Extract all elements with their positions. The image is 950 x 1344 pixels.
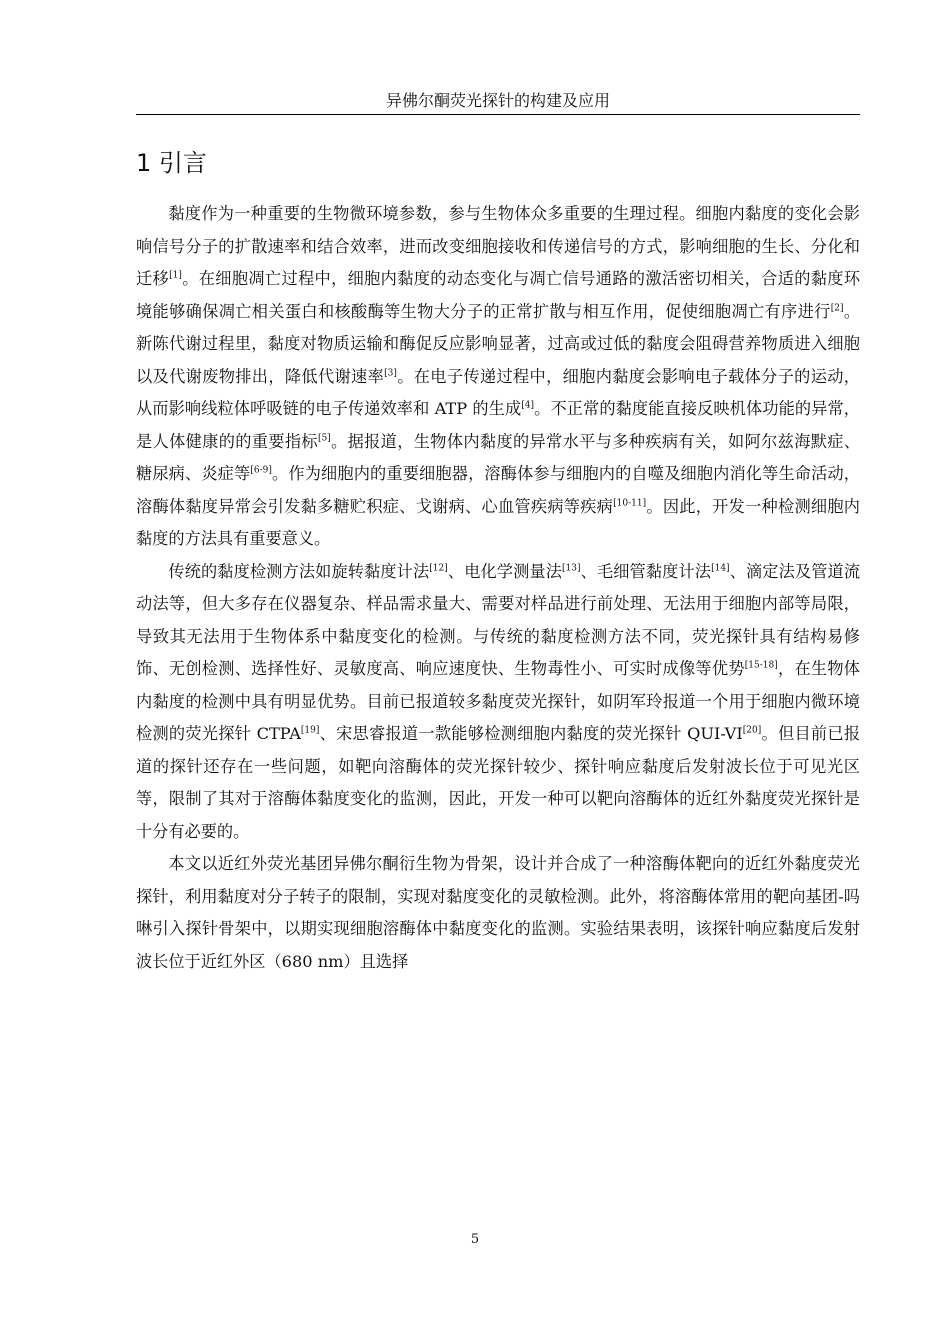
- citation-ref: [2]: [830, 303, 844, 314]
- text-run: 。在细胞凋亡过程中，细胞内黏度的动态变化与凋亡信号通路的激活密切相关，合适的黏度环境能够确保凋亡相关蛋白和核酸酶等生物大分子的正常扩散与相互作用，促使细胞凋亡有序进行: [136, 269, 861, 321]
- section-title: 1 引言: [136, 149, 207, 177]
- text-run: 。因此，开发一种检测细胞内黏度的方法具有重要意义。: [136, 496, 860, 548]
- body-text: [136, 198, 860, 978]
- text-run: 。新陈代谢过程里，黏度对物质运输和酶促反应影响显著，过高或过低的黏度会阻碍营养物质进入细胞以及代谢废物排出，降低代谢速率: [136, 301, 861, 386]
- page-number: 5: [470, 1232, 480, 1247]
- text-run: 、宋思睿报道一款能够检测细胞内黏度的荧光探针 QUI-VI: [319, 724, 743, 743]
- text-run: 、电化学测量法: [447, 561, 563, 581]
- text-run: 。作为细胞内的重要细胞器，溶酶体参与细胞内的自噬及细胞内消化等生命活动，溶酶体黏度异常会引发黏多糖贮积症、戈谢病、心血管疾病等疾病: [136, 464, 860, 516]
- citation-ref: [1]: [169, 270, 182, 281]
- citation-ref: [20]: [742, 725, 762, 736]
- citation-ref: [3]: [384, 368, 397, 379]
- citation-ref: [4]: [521, 400, 535, 411]
- text-run: 。不正常的黏度能直接反映机体功能的异常，是人体健康的的重要指标: [136, 399, 860, 451]
- citation-ref: [15-18]: [744, 660, 778, 671]
- citation-ref: [12]: [429, 563, 448, 574]
- citation-ref: [6-9]: [250, 465, 272, 476]
- text-run: 黏度作为一种重要的生物微环境参数，参与生物体众多重要的生理过程。细胞内黏度的变化会影响信号分子的扩散速率和结合效率，进而改变细胞接收和传递信号的方式，影响细胞的生长、分化和迁移: [136, 204, 860, 288]
- paragraph-detection-methods: [136, 556, 860, 849]
- citation-ref: [19]: [300, 725, 320, 736]
- paragraph-this-work: [136, 848, 860, 978]
- citation-ref: [10-11]: [613, 498, 647, 509]
- text-run: 、滴定法及管道流动法等，但大多存在仪器复杂、样品需求量大、需要对样品进行前处理、无法用于细胞内部等局限，导致其无法用于生物体系中黏度变化的检测。与传统的黏度检测方法不同，荧光探针具有结构易修饰、无创检测、选择性好、灵敏度高、响应速度快、生物毒性小、可实时成像等优势: [136, 561, 861, 678]
- text-run: 、毛细管黏度计法: [580, 561, 712, 581]
- text-run: 。据报道，生物体内黏度的异常水平与多种疾病有关，如阿尔兹海默症、糖尿病、炎症等: [136, 431, 861, 483]
- paragraph-viscosity-importance: [136, 198, 860, 556]
- running-header: 异佛尔酮荧光探针的构建及应用: [136, 90, 860, 115]
- citation-ref: [5]: [317, 433, 331, 444]
- text-run: 。但目前已报道的探针还存在一些问题，如靶向溶酶体的荧光探针较少、探针响应黏度后发射波长位于可见光区等，限制了其对于溶酶体黏度变化的监测，因此，开发一种可以靶向溶酶体的近红外黏度荧光探针是十分有必要的。: [136, 724, 861, 841]
- text-run: ，在生物体内黏度的检测中具有明显优势。目前已报道较多黏度荧光探针，如阴军玲报道一个用于细胞内微环境检测的荧光探针 CTPA: [136, 659, 860, 743]
- text-run: 。在电子传递过程中，细胞内黏度会影响电子载体分子的运动，从而影响线粒体呼吸链的电子传递效率和 ATP 的生成: [136, 366, 860, 418]
- text-run: 传统的黏度检测方法如旋转黏度计法: [168, 561, 430, 581]
- citation-ref: [13]: [562, 563, 581, 574]
- citation-ref: [14]: [711, 563, 730, 574]
- text-run: 本文以近红外荧光基团异佛尔酮衍生物为骨架，设计并合成了一种溶酶体靶向的近红外黏度荧光探针，利用黏度对分子转子的限制，实现对黏度变化的灵敏检测。此外，将溶酶体常用的靶向基团-吗啉引入探针骨架中，以期实现细胞溶酶体中黏度变化的监测。实验结果表明，该探针响应黏度后发射波长位于近红外区（680 nm）且选择: [136, 854, 860, 971]
